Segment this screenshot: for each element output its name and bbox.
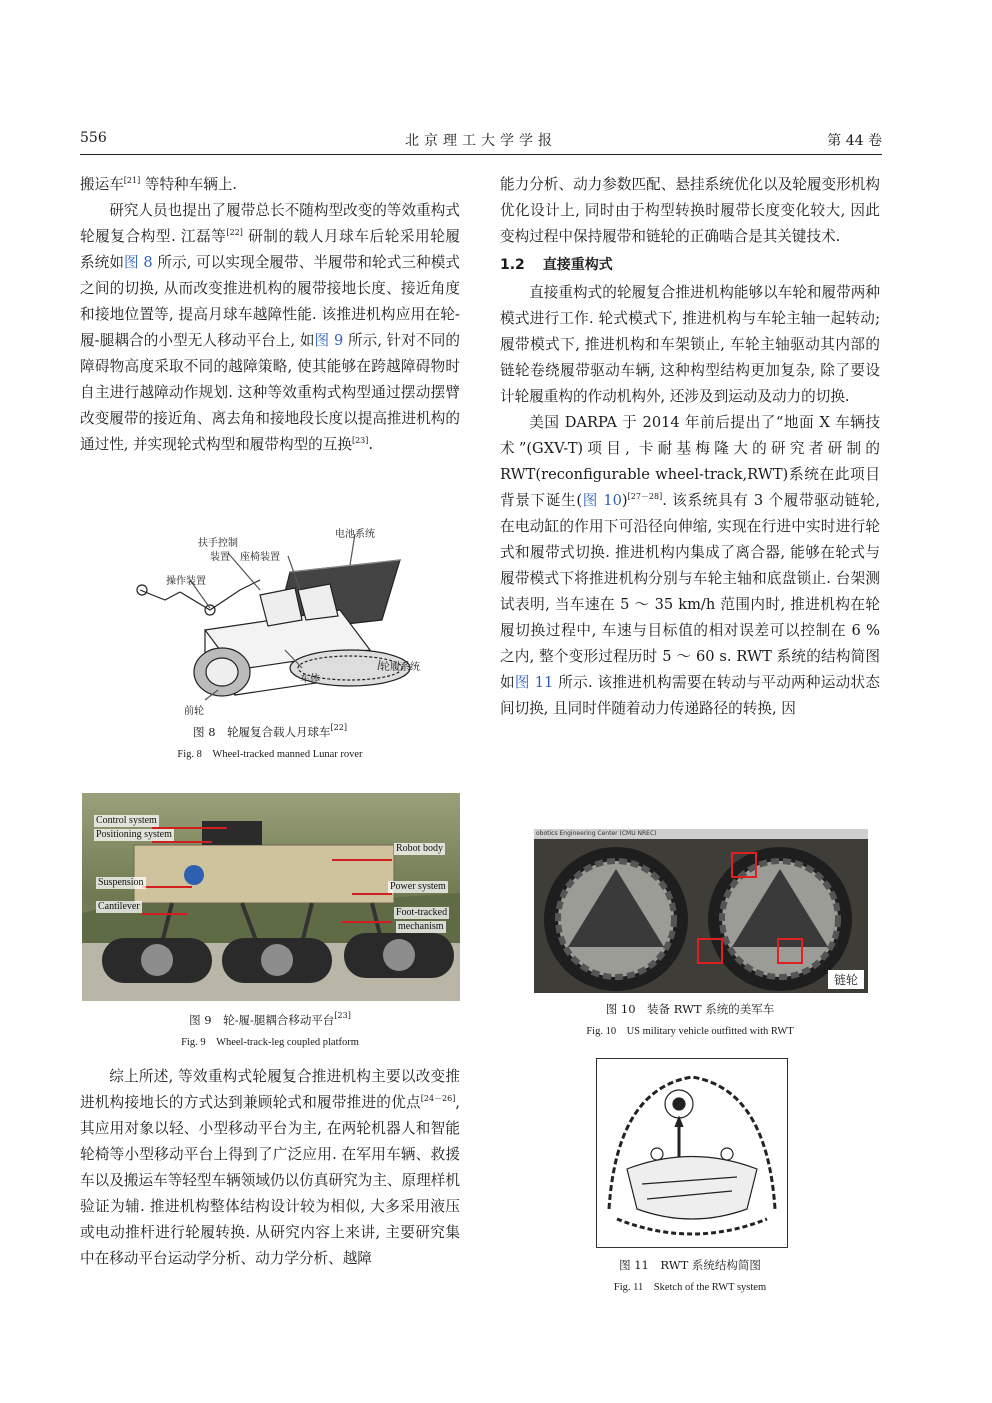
label-handrail-2: 装置 bbox=[210, 552, 230, 563]
callout-line bbox=[142, 913, 187, 915]
citation[interactable]: [24－26] bbox=[420, 1094, 456, 1103]
label-cantilever: Cantilever bbox=[98, 901, 140, 912]
paragraph: 能力分析、动力参数匹配、悬挂系统优化以及轮履变形机构优化设计上, 同时由于构型转换时履带长度变化较大, 因此变构过程中保持履带和链轮的正确啮合是其关键技术. bbox=[500, 176, 880, 245]
callout-line bbox=[142, 886, 192, 888]
journal-title: 北京理工大学学报 bbox=[405, 133, 557, 149]
citation[interactable]: [23] bbox=[351, 436, 369, 445]
rwt-sketch bbox=[597, 1059, 787, 1247]
label-control-system: Control system bbox=[96, 815, 157, 826]
figure-link[interactable]: 图 11 bbox=[514, 674, 554, 691]
figure-8-caption-en: Fig. 8 Wheel-tracked manned Lunar rover bbox=[177, 749, 363, 760]
figure-9-photo bbox=[82, 793, 460, 1001]
figure-8-caption-cn: 图 8 轮履复合载人月球车[22] bbox=[193, 723, 347, 739]
paragraph: 综上所述, 等效重构式轮履复合推进机构主要以改变推进机构接地长的方式达到兼顾轮式和履带推进的优点[24－26], 其应用对象以轻、小型移动平台为主, 在两轮机器人和智能轮椅等小型移动平台上得到了广泛应用. 在军用车辆、救援车以及搬运车等轻型车辆领域仍以仿真研究为主、原理样机验证为辅. 推进机构整体结构设计较为相似, 大多采用液压或电动推杆进行轮履转换. 从研究内容上来讲, 主要研究集中在移动平台运动学分析、动力学分析、越障 bbox=[80, 1068, 460, 1267]
callout-line bbox=[332, 859, 392, 861]
page-number: 556 bbox=[80, 130, 107, 146]
citation[interactable]: [27－28] bbox=[627, 492, 663, 501]
section-heading: 1.2 直接重构式 bbox=[500, 257, 613, 273]
label-positioning-system: Positioning system bbox=[96, 829, 172, 840]
label-body: 车体 bbox=[300, 674, 320, 685]
label-power-system: Power system bbox=[390, 881, 446, 892]
figure-10-caption-cn: 图 10 装备 RWT 系统的美军车 bbox=[605, 1002, 775, 1016]
running-header bbox=[80, 128, 882, 155]
callout-line bbox=[342, 921, 392, 923]
callout-line bbox=[352, 893, 392, 895]
paragraph: 搬运车[21] 等特种车辆上. bbox=[80, 176, 238, 193]
figure-link[interactable]: 图 10 bbox=[582, 492, 622, 509]
figure-10-caption-en: Fig. 10 US military vehicle outfitted with RWT bbox=[586, 1026, 794, 1037]
rwt-vehicle-photo bbox=[534, 829, 868, 993]
label-track: 轮履系统 bbox=[380, 662, 420, 673]
right-column bbox=[500, 172, 880, 722]
figure-link[interactable]: 图 9 bbox=[314, 332, 344, 349]
figure-10-photo bbox=[534, 829, 868, 993]
label-front-wheel: 前轮 bbox=[184, 706, 204, 717]
label-suspension: Suspension bbox=[98, 877, 144, 888]
figure-9-caption-cn: 图 9 轮-履-腿耦合移动平台[23] bbox=[189, 1011, 351, 1027]
label-handrail: 扶手控制 bbox=[198, 538, 238, 549]
figure-8 bbox=[110, 520, 440, 720]
paragraph: 研究人员也提出了履带总长不随构型改变的等效重构式轮履复合构型. 江磊等[22] 研制的载人月球车后轮采用轮履系统如图 8 所示, 可以实现全履带、半履带和轮式三种模式之间的切换, 从而改变推进机构的履带接地长度、接近角度和接地位置等, 提高月球车越障性能. 该推进机构应用在轮-履-腿耦合的小型无人移动平台上, 如图 9 所示, 针对不同的障碍物高度采取不同的越障策略, 使其能够在跨越障碍物时自主进行越障动作规划. 这种等效重构式构型通过摆动摆臂改变履带的接近角、离去角和接地段长度以提高推进机构的通过性, 并实现轮式构型和履带构型的互换[23]. bbox=[80, 202, 461, 453]
left-column-bottom bbox=[80, 1064, 460, 1272]
label-foot-tracked: Foot-tracked bbox=[396, 907, 448, 918]
callout-line bbox=[152, 841, 212, 843]
figure-link[interactable]: 图 8 bbox=[124, 254, 153, 271]
left-column-top bbox=[80, 172, 460, 458]
paragraph: 美国 DARPA 于 2014 年前后提出了“地面 X 车辆技术”(GXV-T)项目, 卡耐基梅隆大的研究者研制的 RWT(reconfigurable wheel-track,RWT)系统在此项目背景下诞生(图 10)[27－28]. 该系统具有 3 个履带驱动链轮, 在电动缸的作用下可沿径向伸缩, 实现在行进中实时进行轮式和履带式切换. 推进机构内集成了离合器, 能够在轮式与履带模式下将推进机构分别与车轮主轴和底盘锁止. 台架测试表明, 当车速在 5 ～ 35 km/h 范围内时, 推进机构在轮履切换过程中, 车速与目标值的相对误差可以控制在 6 % 之内, 整个变形过程历时 5 ～ 60 s. RWT 系统的结构简图如图 11 所示. 该推进机构需要在转动与平动两种运动状态间切换, 且同时伴随着动力传递路径的转换, 因 bbox=[500, 414, 880, 717]
volume-label: 第 44 卷 bbox=[827, 133, 882, 149]
label-battery: 电池系统 bbox=[335, 529, 375, 540]
photo-banner-text: obotics Engineering Center (CMU NREC) bbox=[536, 830, 657, 837]
label-robot-body: Robot body bbox=[396, 843, 443, 854]
citation[interactable]: [21] bbox=[123, 176, 141, 185]
figure-9-caption-en: Fig. 9 Wheel-track-leg coupled platform bbox=[181, 1037, 359, 1048]
label-seat: 座椅装置 bbox=[240, 552, 280, 563]
label-mechanism: mechanism bbox=[398, 921, 444, 932]
figure-11 bbox=[596, 1058, 788, 1248]
figure-11-caption-en: Fig. 11 Sketch of the RWT system bbox=[613, 1282, 767, 1293]
citation[interactable]: [22] bbox=[226, 228, 243, 237]
paragraph: 直接重构式的轮履复合推进机构能够以车轮和履带两种模式进行工作. 轮式模式下, 推进机构与车轮主轴一起转动; 履带模式下, 推进机构和车架锁止, 车轮主轴驱动其内部的链轮卷绕履带驱动车辆, 这种构型结构更加复杂, 除了要设计轮履重构的作动机构外, 还涉及到运动及动力的切换. bbox=[500, 284, 880, 405]
label-operation: 操作装置 bbox=[166, 576, 206, 587]
label-sprocket: 链轮 bbox=[828, 970, 864, 989]
figure-11-caption-cn: 图 11 RWT 系统结构简图 bbox=[619, 1258, 761, 1272]
